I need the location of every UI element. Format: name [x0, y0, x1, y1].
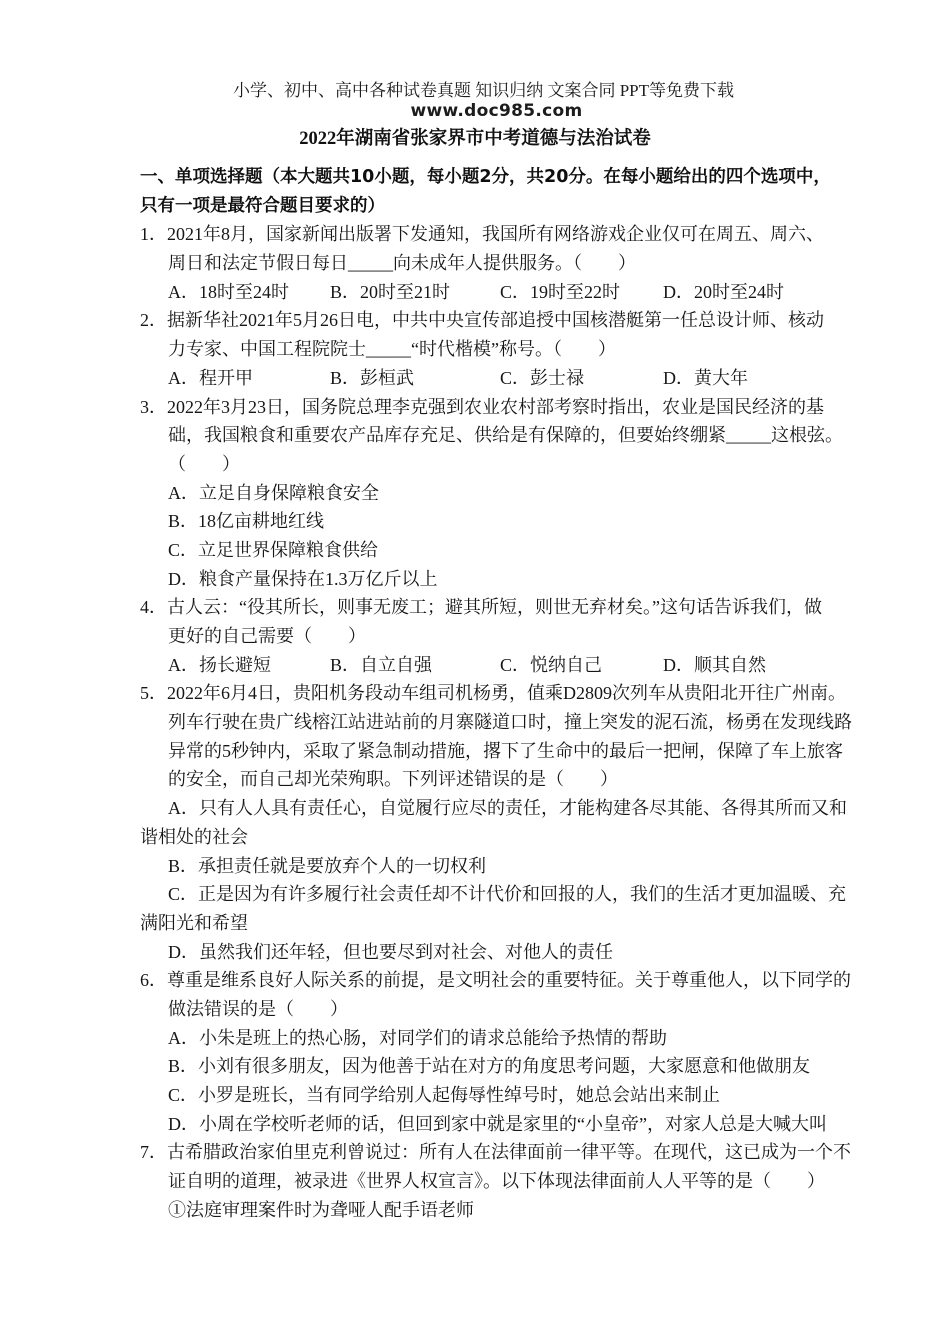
option-line: B．小刘有很多朋友，因为他善于站在对方的角度思考问题，大家愿意和他做朋友: [168, 1056, 811, 1077]
option-line: B．承担责任就是要放弃个人的一切权利: [168, 855, 487, 876]
question-line: 1．2021年8月，国家新闻出版署下发通知，我国所有网络游戏企业仅可在周五、周六、: [140, 224, 824, 245]
option-item: C．19时至22时: [500, 281, 621, 302]
question-7: [140, 1138, 860, 1224]
question-line: 列车行驶在贵广线榕江站进站前的月寨隧道口时，撞上突发的泥石流，杨勇在发现线路: [168, 712, 852, 733]
option-line: D．虽然我们还年轻，但也要尽到对社会、对他人的责任: [168, 941, 613, 962]
question-3: [140, 393, 860, 594]
option-line: B．18亿亩耕地红线: [168, 511, 325, 532]
option-line: A．只有人人具有责任心，自觉履行应尽的责任，才能构建各尽其能、各得其所而又和: [168, 798, 847, 819]
question-line: 力专家、中国工程院院士_____“时代楷模”称号。（ ）: [168, 339, 616, 360]
question-5: [140, 679, 860, 966]
option-line: D．粮食产量保持在1.3万亿斤以上: [168, 568, 438, 589]
option-line: A．立足自身保障粮食安全: [168, 482, 379, 503]
option-line: 满阳光和希望: [140, 912, 248, 933]
question-line: （ ）: [168, 453, 240, 474]
option-item: D．20时至24时: [663, 281, 784, 302]
option-line: A．小朱是班上的热心肠，对同学们的请求总能给予热情的帮助: [168, 1027, 667, 1048]
site-url: www.doc985.com: [410, 101, 583, 121]
question-6: [140, 966, 860, 1138]
options-row: [140, 364, 860, 393]
section-heading-line-1: 一、单项选择题（本大题共10小题，每小题2分，共20分。在每小题给出的四个选项中，: [140, 167, 831, 187]
section-heading-line-2: 只有一项是最符合题目要求的）: [140, 195, 385, 216]
option-item: D．黄大年: [663, 367, 748, 388]
option-item: A．程开甲: [168, 367, 253, 388]
option-item: D．顺其自然: [663, 654, 766, 675]
question-2: [140, 306, 860, 392]
option-line: ①法庭审理案件时为聋哑人配手语老师: [168, 1199, 474, 1220]
option-line: C．立足世界保障粮食供给: [168, 539, 379, 560]
question-1: [140, 220, 860, 306]
question-line: 周日和法定节假日每日_____向未成年人提供服务。（ ）: [168, 253, 636, 274]
options-row: [140, 278, 860, 307]
question-line: 做法错误的是（ ）: [168, 998, 348, 1019]
question-line: 5．2022年6月4日，贵阳机务段动车组司机杨勇，值乘D2809次列车从贵阳北开往广州南。: [140, 683, 846, 704]
option-item: C．悦纳自己: [500, 654, 603, 675]
exam-content: [140, 163, 860, 1224]
question-line: 础，我国粮食和重要农产品库存充足、供给是有保障的，但要始终绷紧_____这根弦。: [168, 425, 843, 446]
question-line: 6．尊重是维系良好人际关系的前提，是文明社会的重要特征。关于尊重他人，以下同学的: [140, 970, 851, 991]
options-row: [140, 651, 860, 680]
question-line: 证自明的道理，被录进《世界人权宣言》。以下体现法律面前人人平等的是（ ）: [168, 1171, 825, 1192]
question-line: 的安全，而自己却光荣殉职。下列评述错误的是（ ）: [168, 769, 618, 790]
option-item: B．20时至21时: [330, 281, 451, 302]
option-item: B．自立自强: [330, 654, 433, 675]
question-line: 7．古希腊政治家伯里克利曾说过：所有人在法律面前一律平等。在现代，这已成为一个不: [140, 1142, 851, 1163]
option-item: C．彭士禄: [500, 367, 585, 388]
site-promo-text: 小学、初中、高中各种试卷真题 知识归纳 文案合同 PPT等免费下载: [232, 81, 735, 100]
doc-title: 2022年湖南省张家界市中考道德与法治试卷: [299, 129, 651, 149]
option-item: A．18时至24时: [168, 281, 289, 302]
option-item: A．扬长避短: [168, 654, 271, 675]
question-line: 更好的自己需要（ ）: [168, 626, 366, 646]
option-line: C．小罗是班长，当有同学给别人起侮辱性绰号时，她总会站出来制止: [168, 1085, 721, 1105]
question-line: 2．据新华社2021年5月26日电，中共中央宣传部追授中国核潜艇第一任总设计师、核动: [140, 310, 824, 331]
question-4: [140, 593, 860, 679]
option-item: B．彭桓武: [330, 367, 415, 388]
option-line: D．小周在学校听老师的话，但回到家中就是家里的“小皇帝”，对家人总是大喊大叫: [168, 1113, 827, 1134]
question-line: 异常的5秒钟内，采取了紧急制动措施，撂下了生命中的最后一把闸，保障了车上旅客: [168, 740, 843, 761]
option-line: 谐相处的社会: [140, 826, 248, 847]
questions-list: [140, 220, 860, 1224]
question-line: 4．古人云：“役其所长，则事无废工；避其所短，则世无弃材矣。”这句话告诉我们，做: [140, 597, 822, 618]
question-line: 3．2022年3月23日，国务院总理李克强到农业农村部考察时指出，农业是国民经济的基: [140, 396, 824, 417]
option-line: C．正是因为有许多履行社会责任却不计代价和回报的人，我们的生活才更加温暖、充: [168, 884, 847, 905]
